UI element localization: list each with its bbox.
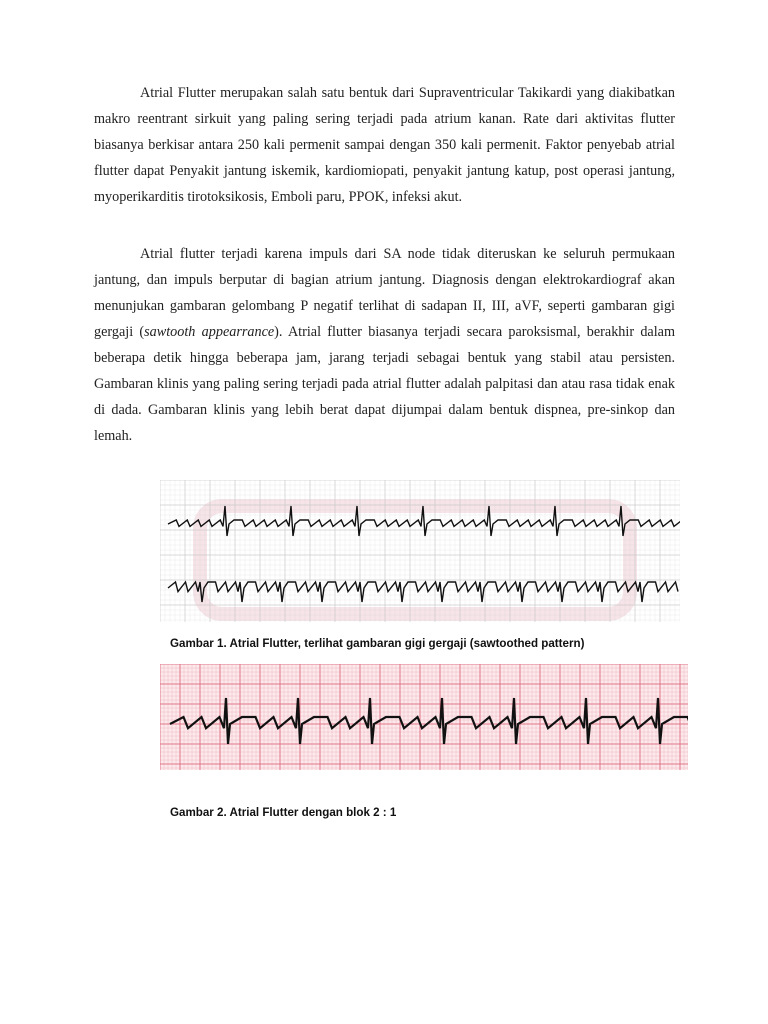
figure-2-caption: Gambar 2. Atrial Flutter dengan blok 2 : 1 [170, 806, 397, 819]
paragraph-1: Atrial Flutter merupakan salah satu bentuk dari Supraventricular Takikardi yang diakibatkan makro reentrant sirkuit yang paling sering terjadi pada atrium kanan. Rate dari aktivitas flutter biasanya berkisar antara 250 kali permenit sampai dengan 350 kali permenit. Faktor penyebab atrial flutter dapat Penyakit jantung iskemik, kardiomiopati, penyakit jantung katup, post operasi jantung, myoperikarditis tirotoksikosis, Emboli paru, PPOK, infeksi akut. [94, 85, 675, 205]
paragraph-2-text-a: Atrial flutter terjadi karena impuls dari SA node tidak diteruskan ke seluruh permukaan jantung, dan impuls berputar di bagian atrium jantung. Diagnosis dengan elektrokardiograf akan menunjukan gambaran gelombang P negatif terlihat di sadapan II, III, aVF, seperti gambaran gigi gergaji ( [94, 246, 675, 340]
figure-1-ecg-image [160, 480, 680, 622]
paragraph-2 [94, 241, 675, 449]
figure-1-caption: Gambar 1. Atrial Flutter, terlihat gambaran gigi gergaji (sawtoothed pattern) [170, 637, 585, 650]
figure-2-ecg-image [160, 664, 688, 770]
paragraph-2-text-b: ). Atrial flutter biasanya terjadi secara paroksismal, berakhir dalam beberapa detik hingga beberapa jam, jarang terjadi sebagai bentuk yang stabil atau persisten. Gambaran klinis yang paling sering terjadi pada atrial flutter adalah palpitasi dan atau rasa tidak enak di dada. Gambaran klinis yang lebih berat dapat dijumpai dalam bentuk dispnea, pre-sinkop dan lemah. [94, 324, 676, 444]
paragraph-2-italic-term: sawtooth appearrance [144, 324, 275, 340]
